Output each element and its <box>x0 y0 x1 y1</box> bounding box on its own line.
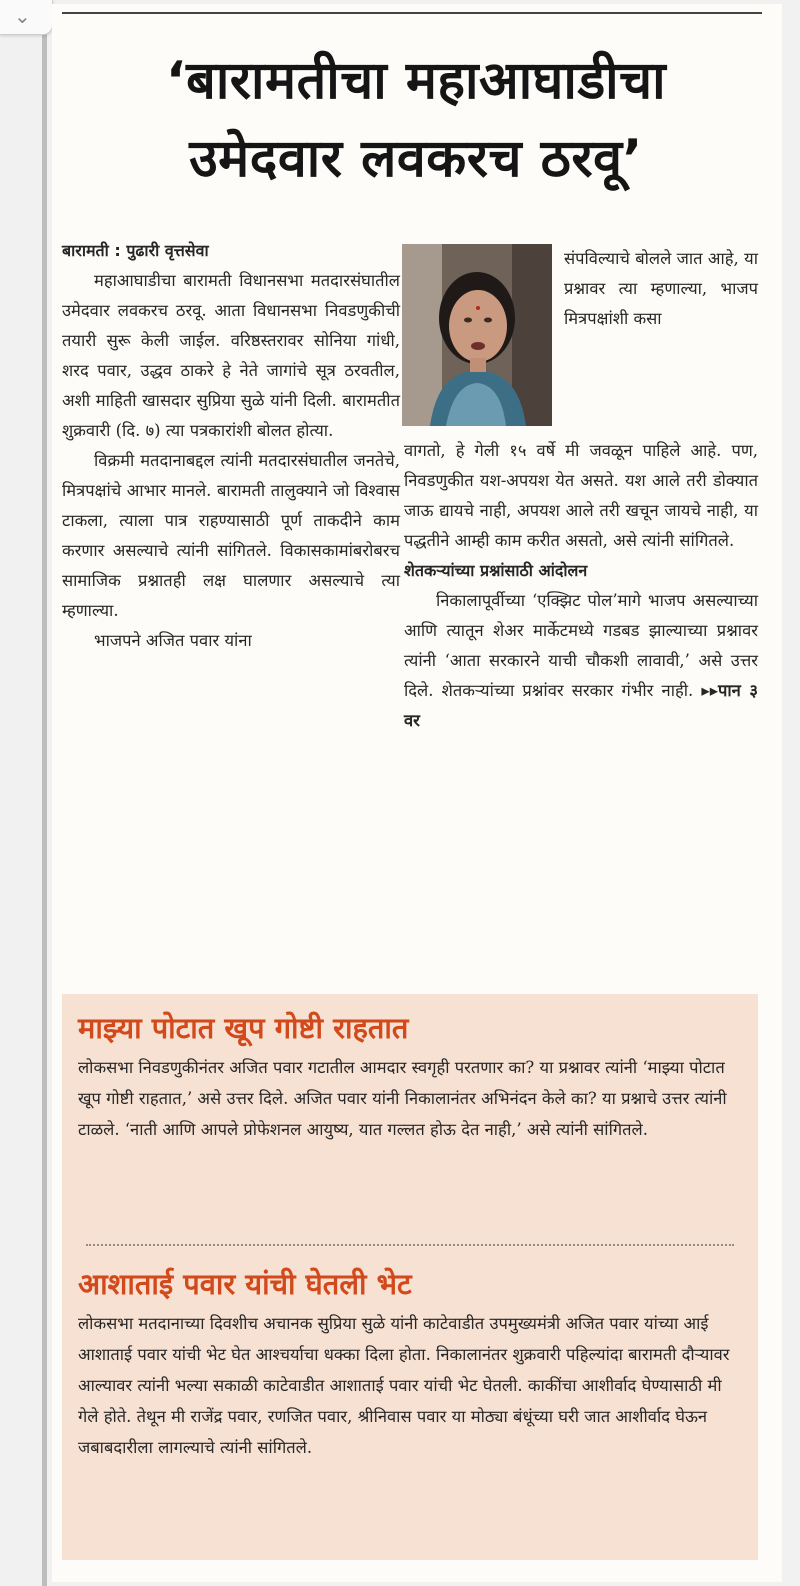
headline-line-1: ‘बारामतीचा महाआघाडीचा <box>165 51 667 111</box>
chevron-down-icon: ⌄ <box>14 4 31 28</box>
newspaper-clipping <box>52 4 782 1582</box>
portrait-photo <box>402 244 552 426</box>
article-column-right-top <box>564 244 758 334</box>
article-paragraph: संपविल्याचे बोलले जात आहे, या प्रश्नावर त्या म्हणाल्या, भाजप मित्रपक्षांशी कसा <box>564 249 758 328</box>
sidebar-box <box>62 994 758 1560</box>
article-paragraph: भाजपने अजित पवार यांना <box>94 631 252 650</box>
article-column-left <box>62 236 400 656</box>
article-text: निकालापूर्वीच्या ‘एक्झिट पोल’मागे भाजप असल्याच्या आणि त्यातून शेअर मार्केटमध्ये गडबड झाल्याच्या प्रश्नावर त्यांनी ‘आता सरकारने याची चौकशी लावावी,’ असे उत्तर दिले. शेतकऱ्यांच्या प्रश्नांवर सरकार गंभीर नाही. <box>404 591 758 700</box>
article-column-right <box>404 436 758 736</box>
dateline: बारामती : पुढारी वृत्तसेवा <box>62 241 209 260</box>
box-paragraph: लोकसभा मतदानाच्या दिवशीच अचानक सुप्रिया सुळे यांनी काटेवाडीत उपमुख्यमंत्री अजित पवार यांच्या आई आशाताई पवार यांची भेट घेत आश्चर्याचा धक्का दिला होता. निकालानंतर शुक्रवारी पहिल्यांदा बारामती दौऱ्यावर आल्यावर त्यांनी भल्या सकाळी काटेवाडीत आशाताई पवार यांची भेट घेतली. काकींचा आशीर्वाद घेण्यासाठी मी गेले होते. तेथून मी राजेंद्र पवार, रणजित पवार, श्रीनिवास पवार या मोठ्या बंधूंच्या घरी जात आशीर्वाद घेऊन जबाबदारीला लागल्याचे त्यांनी सांगितले. <box>78 1314 730 1457</box>
article-paragraph: वागतो, हे गेली १५ वर्षे मी जवळून पाहिले आहे. पण, निवडणुकीत यश-अपयश येत असते. यश आले तरी डोक्यात जाऊ द्यायचे नाही, अपयश आले तरी खचून जायचे नाही, या पद्धतीने आम्ही काम करीत असतो, असे त्यांनी सांगितले. <box>404 441 758 550</box>
article-paragraph: महाआघाडीचा बारामती विधानसभा मतदारसंघातील उमेदवार लवकरच ठरवू. आता विधानसभा निवडणुकीची तयारी सुरू केली जाईल. वरिष्ठस्तरावर सोनिया गांधी, शरद पवार, उद्धव ठाकरे हे नेते जागांचे सूत्र ठरवतील, अशी माहिती खासदार सुप्रिया सुळे यांनी दिली. बारामतीत शुक्रवारी (दि. ७) त्या पत्रकारांशी बोलत होत्या. <box>62 271 400 440</box>
box-title: माझ्या पोटात खूप गोष्टी राहतात <box>78 1011 409 1045</box>
subheading: शेतकऱ्यांच्या प्रश्नांसाठी आंदोलन <box>404 561 588 580</box>
article-paragraph <box>404 586 758 736</box>
box-paragraph: लोकसभा निवडणुकीनंतर अजित पवार गटातील आमदार स्वगृही परतणार का? या प्रश्नावर त्यांनी ‘माझ्या पोटात खूप गोष्टी राहतात,’ असे उत्तर दिले. अजित पवार यांनी निकालानंतर अभिनंदन केले का? या प्रश्नाचे उत्तर त्यांनी टाळले. ‘नाती आणि आपले प्रोफेशनल आयुष्य, यात गल्लत होऊ देत नाही,’ असे त्यांनी सांगितले. <box>78 1058 727 1139</box>
headline-line-2: उमेदवार लवकरच ठरवू’ <box>189 129 643 189</box>
continued-page-ref: ▸▸पान ३ वर <box>404 681 758 730</box>
article-paragraph: विक्रमी मतदानाबद्दल त्यांनी मतदारसंघातील जनतेचे, मित्रपक्षांचे आभार मानले. बारामती तालुक्याने जो विश्वास टाकला, त्याला पात्र राहण्यासाठी पूर्ण ताकदीने काम करणार असल्याचे त्यांनी सांगितले. विकासकामांबरोबरच सामाजिक प्रश्नातही लक्ष घालणार असल्याचे त्या म्हणाल्या. <box>62 451 400 620</box>
headline <box>66 42 766 198</box>
top-rule <box>62 12 762 14</box>
page-edge-rule <box>42 0 47 1586</box>
collapse-tab[interactable] <box>0 0 53 35</box>
dotted-divider <box>86 1244 734 1246</box>
box-title: आशाताई पवार यांची घेतली भेट <box>78 1267 412 1301</box>
